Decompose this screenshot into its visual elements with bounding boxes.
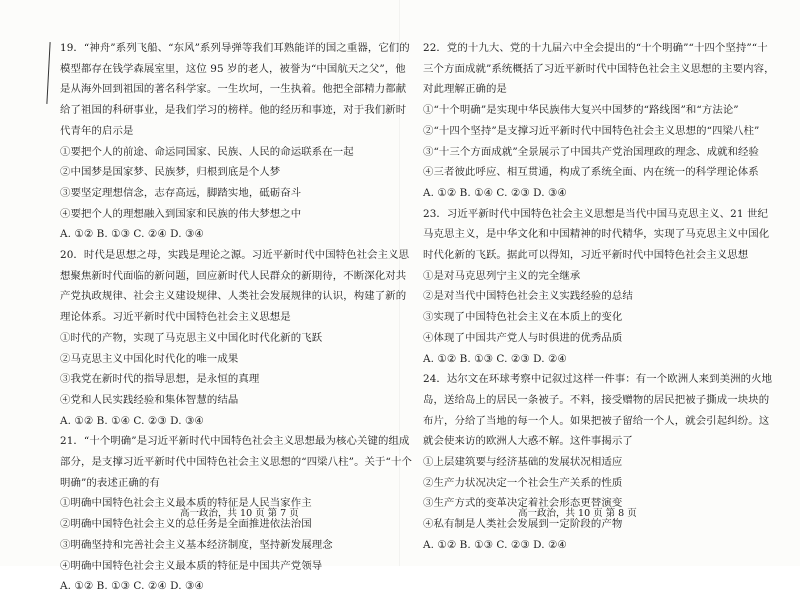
q23-option: ③实现了中国特色社会主义在本质上的变化 <box>423 311 623 324</box>
q22-option: ①“十个明确”是实现中华民族伟大复兴中国梦的“路线图”和“方法论” <box>423 104 739 117</box>
q19-option: ②中国梦是国家梦、民族梦，归根到底是个人梦 <box>60 166 281 179</box>
q20-option: ①时代的产物，实现了马克思主义中国化时代化新的飞跃 <box>60 331 323 344</box>
q20-option: ③我党在新时代的指导思想，是永恒的真理 <box>60 373 260 386</box>
q23-option: ①是对马克思列宁主义的完全继承 <box>423 269 581 282</box>
q22-option: ③“十三个方面成就”全景展示了中国共产党治国理政的理念、成就和经验 <box>423 145 760 158</box>
q24-answers: A. ①② B. ①③ C. ②③ D. ②④ <box>423 538 567 551</box>
q21-option: ④明确中国特色社会主义最本质的特征是中国共产党领导 <box>60 559 323 572</box>
q24-option: ④私有制是人类社会发展到一定阶段的产物 <box>423 518 623 531</box>
q19-option: ③要坚定理想信念，志存高远，脚踏实地，砥砺奋斗 <box>60 186 302 199</box>
right-page-footer: 高一政治，共 10 页 第 8 页 <box>518 508 637 519</box>
q24-option: ③生产方式的变革决定着社会形态更替演变 <box>423 497 623 510</box>
margin-pen-mark <box>46 42 50 104</box>
q21-option: ③明确坚持和完善社会主义基本经济制度，坚持新发展理念 <box>60 538 333 551</box>
q19-option: ④要把个人的理想融入到国家和民族的伟大梦想之中 <box>60 207 302 220</box>
q23-option: ④体现了中国共产党人与时俱进的优秀品质 <box>423 331 623 344</box>
q24-option: ②生产力状况决定一个社会生产关系的性质 <box>423 476 623 489</box>
q20-option: ②马克思主义中国化时代化的唯一成果 <box>60 352 239 365</box>
q23-option: ②是对当代中国特色社会主义实践经验的总结 <box>423 290 633 303</box>
q24-stem: 24．达尔文在环球考察中记叙过这样一件事：有一个欧洲人来到美洲的火地岛，送给岛上的居民一条被子。不料，接受赠物的居民把被子撕成一块块的布片，分给了当地的每一个人。如果把被子留给一个人，就会引起纠纷。这就会使来访的欧洲人大惑不解。这件事揭示了 <box>423 373 773 448</box>
q20-stem: 20．时代是思想之母，实践是理论之源。习近平新时代中国特色社会主义思想聚焦新时代面临的新问题，回应新时代人民群众的新期待，不断深化对共产党执政规律、社会主义建设规律、人类社会发展规律的认识，构建了新的理论体系。习近平新时代中国特色社会主义思想是 <box>60 249 410 324</box>
q19-answers: A. ①② B. ①③ C. ②④ D. ③④ <box>60 228 204 241</box>
q21-option: ②明确中国特色社会主义的总任务是全面推进依法治国 <box>60 518 312 531</box>
q20-option: ④党和人民实践经验和集体智慧的结晶 <box>60 393 239 406</box>
q21-answers: A. ①② B. ①③ C. ②④ D. ③④ <box>60 580 204 593</box>
q22-option: ②“十四个坚持”是支撑习近平新时代中国特色社会主义思想的“四梁八柱” <box>423 124 760 137</box>
right-page-column <box>423 38 775 556</box>
q22-answers: A. ①② B. ①④ C. ②③ D. ③④ <box>423 186 567 199</box>
q20-answers: A. ①② B. ①④ C. ②③ D. ③④ <box>60 414 204 427</box>
q22-stem: 22．党的十九大、党的十九届六中全会提出的“十个明确”“十四个坚持”“十三个方面成就”系统概括了习近平新时代中国特色社会主义思想的主要内容，对此理解正确的是 <box>423 42 775 96</box>
q23-answers: A. ①② B. ①③ C. ②③ D. ②④ <box>423 352 567 365</box>
left-page-footer: 高一政治，共 10 页 第 7 页 <box>180 508 299 519</box>
q19-stem: 19．“神舟”系列飞船、“东风”系列导弹等我们耳熟能详的国之重器，它们的模型都存在钱学森展室里，这位 95 岁的老人，被誉为“中国航天之父”，他是从海外回到祖国的著名科学家。一生坎坷，一生执着。他把全部精力都献给了祖国的科研事业，是我们学习的榜样。他的经历和事迹，对于我们新时代青年的启示是 <box>60 42 410 137</box>
q21-option: ①明确中国特色社会主义最本质的特征是人民当家作主 <box>60 497 312 510</box>
q19-option: ①要把个人的前途、命运同国家、民族、人民的命运联系在一起 <box>60 145 354 158</box>
q21-stem: 21．“十个明确”是习近平新时代中国特色社会主义思想最为核心关键的组成部分，是支撑习近平新时代中国特色社会主义思想的“四梁八柱”。关于“十个明确”的表述正确的有 <box>60 435 412 489</box>
q24-option: ①上层建筑要与经济基础的发展状况相适应 <box>423 456 623 469</box>
q22-option: ④三者彼此呼应、相互贯通，构成了系统全面、内在统一的科学理论体系 <box>423 166 759 179</box>
q23-stem: 23．习近平新时代中国特色社会主义思想是当代中国马克思主义、21 世纪马克思主义，是中华文化和中国精神的时代精华，实现了马克思主义中国化时代化新的飞跃。据此可以得知，习近平新时代中国特色社会主义思想 <box>423 207 770 262</box>
